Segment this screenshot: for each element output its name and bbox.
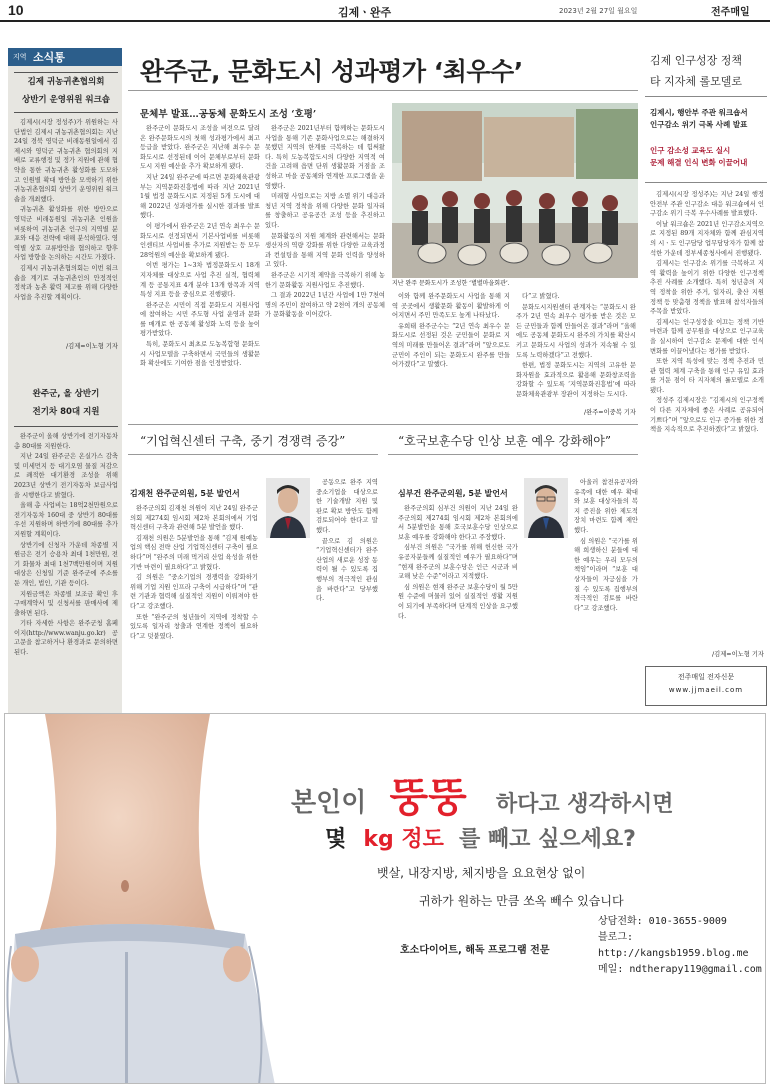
brief-2-title: 완주군, 올 상반기 bbox=[32, 389, 100, 399]
brief-2-subtitle: 전기차 80대 지원 bbox=[32, 407, 100, 417]
divider bbox=[128, 90, 638, 91]
council-article-1-byline: 김재천 완주군의원, 5분 발언서 bbox=[130, 489, 240, 498]
main-article-col2: 완주군은 2021년부터 함께하는 문화도시사업을 통해 기존 문화사업으로는 해결하지 못했던 지역의 한계를 극복하는 데 힘써왔다. 특히 도농복합도시의 다양한 지역적 여건을 고려해 읍면 단위 생활문화 거점을 조성하고 마을 공동체와 연계한 프로그램을 운영했다. 미래형 사업으로는 지방 소멸 위기 대응과 청년 지역 정착을 위해 다양한 문화 일자리를 창출하고 공유공간 조성 등을 추진하고 있다. 문화활동의 지원 체계와 관련해서는 문화생산자의 역량 강화를 위한 다양한 교육과정과 컨설팅을 통해 지역 문화 인력을 양성하고 있다. 완주군은 시기적 제약을 극복하기 위해 농한기 문화활동 지원사업도 추진했다. 그 결과 2022년 1년간 사업에 1만 7천여 명의 주민이 참여하고 약 2천여 개의 공동체가 문화활동을 이어갔다. bbox=[265, 125, 385, 319]
culture-city-photo bbox=[392, 103, 638, 278]
main-article-col3: 이와 함께 완주문화도시 사업을 통해 지역 곳곳에서 생활문화 활동이 활발하게 이어지면서 주민 만족도도 높게 나타났다. 유희태 완주군수는 “2년 연속 최우수 문화도시로 선정된 것은 군민들이 문화로 지역의 미래를 만들어온 결과”라며 “앞으로도 군민이 주인이 되는 문화도시 완주를 만들어가겠다”고 말했다. bbox=[392, 293, 510, 369]
divider bbox=[14, 426, 118, 427]
divider bbox=[128, 424, 638, 425]
main-article-col4: 다”고 밝혔다. 문화도시지원센터 관계자는 “문화도시 완주가 2년 연속 최우수 평가를 받은 것은 모든 군민들과 함께 만들어온 결과”라며 “올해에도 공동체 문화도시 완주의 가치를 확산시키고 문화도시 사업의 성과가 지속될 수 있도록 노력하겠다”고 전했다. 한편, 법정 문화도시는 지역의 고유한 문화자원을 효과적으로 활용해 문화창조력을 강화할 수 있도록 ‘지역문화진흥법’에 따라 문화체육관광부 장관이 지정하는 도시다. bbox=[516, 293, 636, 398]
main-headline: 완주군, 문화도시 성과평가 ‘최우수’ bbox=[140, 57, 523, 86]
sidebar-tag bbox=[8, 48, 122, 66]
brief-1-subtitle: 상반기 운영위원 워크숍 bbox=[21, 95, 111, 105]
brief-2-body: 완주군이 올해 상반기에 전기자동차 총 80대를 지원한다. 지난 24일 완주군은 온실가스 감축 및 미세먼지 등 대기오염 물질 저감으로 쾌적한 대기환경 조성을 위해 2023년 상반기 전기자동차 보급사업을 시행한다고 밝혔다. 올해 총 사업비는 18억2천만원으로 전기자동차 160대 중 상반기 80대를 우선 지원하며 하반기에 80대를 추가 지원할 계획이다. 상반기에 신청자 가운데 차종별 지원금은 전기 승용차 최대 1천만원, 전기 화물차 최대 1천7백만원이며 지원대상은 신청일 기준 완주군에 주소를 둔 개인, 법인, 기관 등이다. 지원금액은 차종별 보조금 확인 후 구매계약서 및 신청서를 판매사에 제출하면 된다. 기타 자세한 사항은 완주군청 홈페이지(http://www.wanju.go.kr) 공고문을 참고하거나 환경과로 문의하면 된다. bbox=[14, 433, 118, 657]
sidebar-tag-label: 소식통 bbox=[33, 51, 65, 64]
council-member-1-portrait bbox=[266, 478, 310, 538]
ad-copy-1: 뱃살, 내장지방, 체지방을 요요현상 없이 bbox=[377, 866, 586, 880]
main-article-byline: /완주=이중복 기자 bbox=[584, 409, 636, 416]
photo-caption: 지난 완주 문화도시가 조성한 ‘별별마을회관’. bbox=[392, 280, 510, 287]
brief-1-byline: /김제=이노형 기자 bbox=[66, 343, 118, 350]
divider bbox=[645, 96, 767, 97]
council-article-2-body: 완주군의회 심부건 의원이 지난 24일 완주군의회 제274회 임시회 제2차 본회의에서 5분발언을 통해 호국보훈수당 인상으로 보훈 예우를 강화해야 한다고 주장했다. 심부건 의원은 “국가를 위해 헌신한 국가유공자분들께 실질적인 예우가 필요하다”며 “현재 완주군의 보훈수당은 인근 시군과 비교해 낮은 수준”이라고 지적했다. 심 의원은 현재 완주군 보훈수당이 월 5만원 수준에 머물러 있어 실질적인 생활 지원이 되기에 부족하다며 단계적 인상을 요구했다. bbox=[398, 505, 518, 620]
divider bbox=[645, 182, 767, 183]
council-article-1-body-cont: 공동으로 완주 지역 중소기업을 대상으로 한 기술개발 지원 및 판로 확보 방안도 함께 검토되어야 한다고 말했다. 끝으로 김 의원은 “기업혁신센터가 완주 산업의 새로운 성장 동력이 될 수 있도록 집행부의 적극적인 관심을 바란다”고 당부했다. bbox=[316, 479, 378, 603]
section-title: 김제ㆍ완주 bbox=[338, 6, 392, 19]
ad-contact bbox=[598, 914, 765, 978]
ad-brand: 호소다이어트, 해독 프로그램 전문 bbox=[400, 945, 550, 956]
header-rule bbox=[0, 20, 770, 22]
sidebar-tag-small: 지역 bbox=[13, 53, 27, 61]
right-article-headline-1: 김제 인구성장 정책 bbox=[650, 54, 743, 67]
divider bbox=[128, 454, 378, 455]
group-photo-image bbox=[392, 103, 638, 278]
divider bbox=[14, 112, 118, 113]
page-number: 10 bbox=[8, 2, 24, 18]
ad-phone[interactable]: 상담전화: 010-3655-9009 bbox=[598, 916, 727, 927]
ad-headline-2: 몇 kg 정도 를 빼고 싶으세요? bbox=[325, 827, 636, 852]
promo-title: 전주매일 전자신문 bbox=[677, 673, 735, 681]
right-article-headline-2: 타 지자체 롤모델로 bbox=[650, 75, 743, 88]
main-article-col1: 완주군이 문화도시 조성을 비전으로 달려온 완주문화도시의 첫해 성과평가에서 최고 등급을 받았다. 완주군은 지난해 최우수 문화도시로 선정된데 이어 문체부로부터 문화도시 지원 예산을 추가 확보하게 됐다. 지난 24일 완주군에 따르면 문화체육관광부는 지역문화진흥법에 따라 지난 2021년 1월 법정 문화도시로 지정된 5개 도시에 대해 2022년 성과평가를 실시한 결과를 발표했다. 이 평가에서 완주군은 2년 연속 최우수 문화도시로 선정되면서 기본사업비를 비롯해 인센티브 사업비를 추가로 지원받는 등 모두 28억원의 예산을 확보하게 됐다. 이번 평가는 1~3차 법정문화도시 18개 지자체를 대상으로 사업 추진 실적, 협력체계 등 공통지표 4개 분야 13개 항목과 지역 특성 지표 등을 중심으로 진행됐다. 완주군은 시민이 직접 문화도시 지원사업에 참여하는 시민 주도형 사업 운영과 문화를 매개로 한 공동체 활성화 노력 등을 높이 평가받았다. 특히, 문화도시 최초로 도농복합형 문화도시 사업모델을 구축하면서 국민들의 생활문화 확산에도 기여한 점을 인정받았다. bbox=[140, 125, 260, 368]
council-member-2-portrait bbox=[524, 478, 568, 538]
brief-1-title: 김제 귀농귀촌협의회 bbox=[27, 77, 105, 87]
divider bbox=[14, 72, 118, 73]
newspaper-name: 전주매일 bbox=[711, 7, 750, 18]
ad-headline-1: 본인이 뚱뚱 하다고 생각하시면 bbox=[291, 775, 674, 821]
news-brief-sidebar bbox=[8, 48, 122, 770]
ad-copy-2: 귀하가 원하는 만큼 쏘옥 빼수 있습니다 bbox=[419, 894, 624, 908]
promo-url[interactable]: www.jjmaeil.com bbox=[668, 686, 744, 694]
ad-email-link[interactable]: 메일: ndtherapy119@gmail.com bbox=[598, 964, 762, 975]
e-paper-promo[interactable] bbox=[645, 666, 767, 706]
right-article-subhead-1: 김제시, 행안부 주관 워크숍서 인구감소 위기 극복 사례 발표 bbox=[650, 108, 748, 129]
ad-blog-link[interactable]: 블로그: http://kangsb1959.blog.me bbox=[598, 932, 749, 959]
divider bbox=[388, 454, 638, 455]
right-article-subhead-2: 인구 감소성 교육도 실시 문제 해결 인식 변화 이끌어내 bbox=[650, 146, 748, 167]
council-article-2-byline: 심부건 완주군의원, 5분 발언서 bbox=[398, 489, 508, 498]
right-article-body: 김제시(시장 정성주)는 지난 24일 행정안전부 주관 인구감소 대응 워크숍에서 인구감소 위기 극복 우수사례를 발표했다. 이날 워크숍은 2021년 인구감소지역으로 지정된 89개 지자체와 함께 관심지역의 시ㆍ도 인구담당 업무담당자가 함께 참석한 가운데 정부세종청사에서 진행됐다. 김제시는 인구감소 위기를 극복하고 지역 활력을 높이기 위한 다양한 인구정책 추진 사례를 소개했다. 특히 청년층의 지역 정착을 위한 주거, 일자리, 출산 지원 정책 등 맞춤형 정책을 발표해 참석자들의 주목을 받았다. 김제시는 인구성장을 이끄는 정책 기반 마련과 함께 공무원을 대상으로 인구교육을 실시하여 인구감소 문제에 대한 인식 변화를 이끌어냈다는 평가를 받았다. 또한 지역 특성에 맞는 정책 추진과 민관 협력 체계 구축을 통해 인구 유입 효과를 거둔 점이 타 지자체의 롤모델로 소개됐다. 정성주 김제시장은 “김제시의 인구정책이 다른 지자체에 좋은 사례로 공유되어 기쁘다”며 “앞으로도 인구 증가를 위한 정책을 지속적으로 추진하겠다”고 밝혔다. bbox=[650, 191, 764, 434]
issue-date: 2023년 2월 27일 월요일 bbox=[559, 7, 638, 15]
right-article-byline: /김제=이노형 기자 bbox=[712, 651, 764, 658]
waist-photo bbox=[5, 714, 305, 1084]
main-subheadline: 문체부 발표…공동체 문화도시 조성 ‘호평’ bbox=[140, 109, 317, 120]
diet-advertisement bbox=[4, 713, 766, 1084]
council-article-2-body-cont: 아울러 참전유공자와 유족에 대한 예우 확대와 보훈 대상자들의 복지 증진을 위한 제도적 장치 마련도 함께 제안했다. 심 의원은 “국가를 위해 희생하신 분들에 대한 예우는 우리 모두의 책임”이라며 “보훈 대상자들이 자긍심을 가질 수 있도록 집행부의 적극적인 검토를 바란다”고 강조했다. bbox=[574, 479, 638, 612]
council-article-2-title: “호국보훈수당 인상 보훈 예우 강화해야” bbox=[398, 434, 612, 448]
council-article-1-title: “기업혁신센터 구축, 중기 경쟁력 증강” bbox=[140, 434, 346, 448]
council-article-1-body: 완주군의회 김재천 의원이 지난 24일 완주군의회 제274회 임시회 제2차 본회의에서 기업혁신센터 구축과 관련해 5분 발언을 했다. 김재천 의원은 5분발언을 통해 “김제 원예농업의 핵심 전략 산업 기업혁신센터 구축이 필요하다”며 “완주의 미래 먹거리 산업 육성을 위한 기반 마련이 필요하다”고 밝혔다. 김 의원은 “중소기업의 경쟁력을 강화하기 위해 기업 지원 인프라 구축이 시급하다”며 “관련 기관과 협력해 실질적인 지원이 이뤄져야 한다”고 강조했다. 또한 “완주군의 청년들이 지역에 정착할 수 있도록 일자리 창출과 연계한 정책이 필요하다”고 덧붙였다. bbox=[130, 505, 258, 640]
brief-1-body: 김제시(시장 정성주)가 위원하는 사단법인 김제시 귀농귀촌협의회는 지난 24일 경북 영덕군 비래동원일에서 김제시와 영덕군 귀농귀촌 협의회의 지배로 교류행정 및 정가 지원에 관해 협약을 통한 귀농귀촌 활성화를 도모하고 인원별 확대 방안을 모색하기 위한 귀농귀촌협의회 상반기 운영위원 워크숍을 개최했다. 귀농귀촌 활성화를 위한 방안으로 영덕군 비래동원일 귀농귀촌 인원을 비롯하여 귀농귀촌 인구의 지역별 분포와 대응 전략에 대해 분석하였다. 영역별 상호 교류방안을 협의하고 향후 사업 방향을 논의하는 시간도 가졌다. 김제시 귀농귀촌협의회는 이번 워크숍을 계기로 귀농귀촌인의 안정적인 정착과 농촌 활력 제고를 위해 다양한 사업을 추진할 계획이다. bbox=[14, 119, 118, 301]
